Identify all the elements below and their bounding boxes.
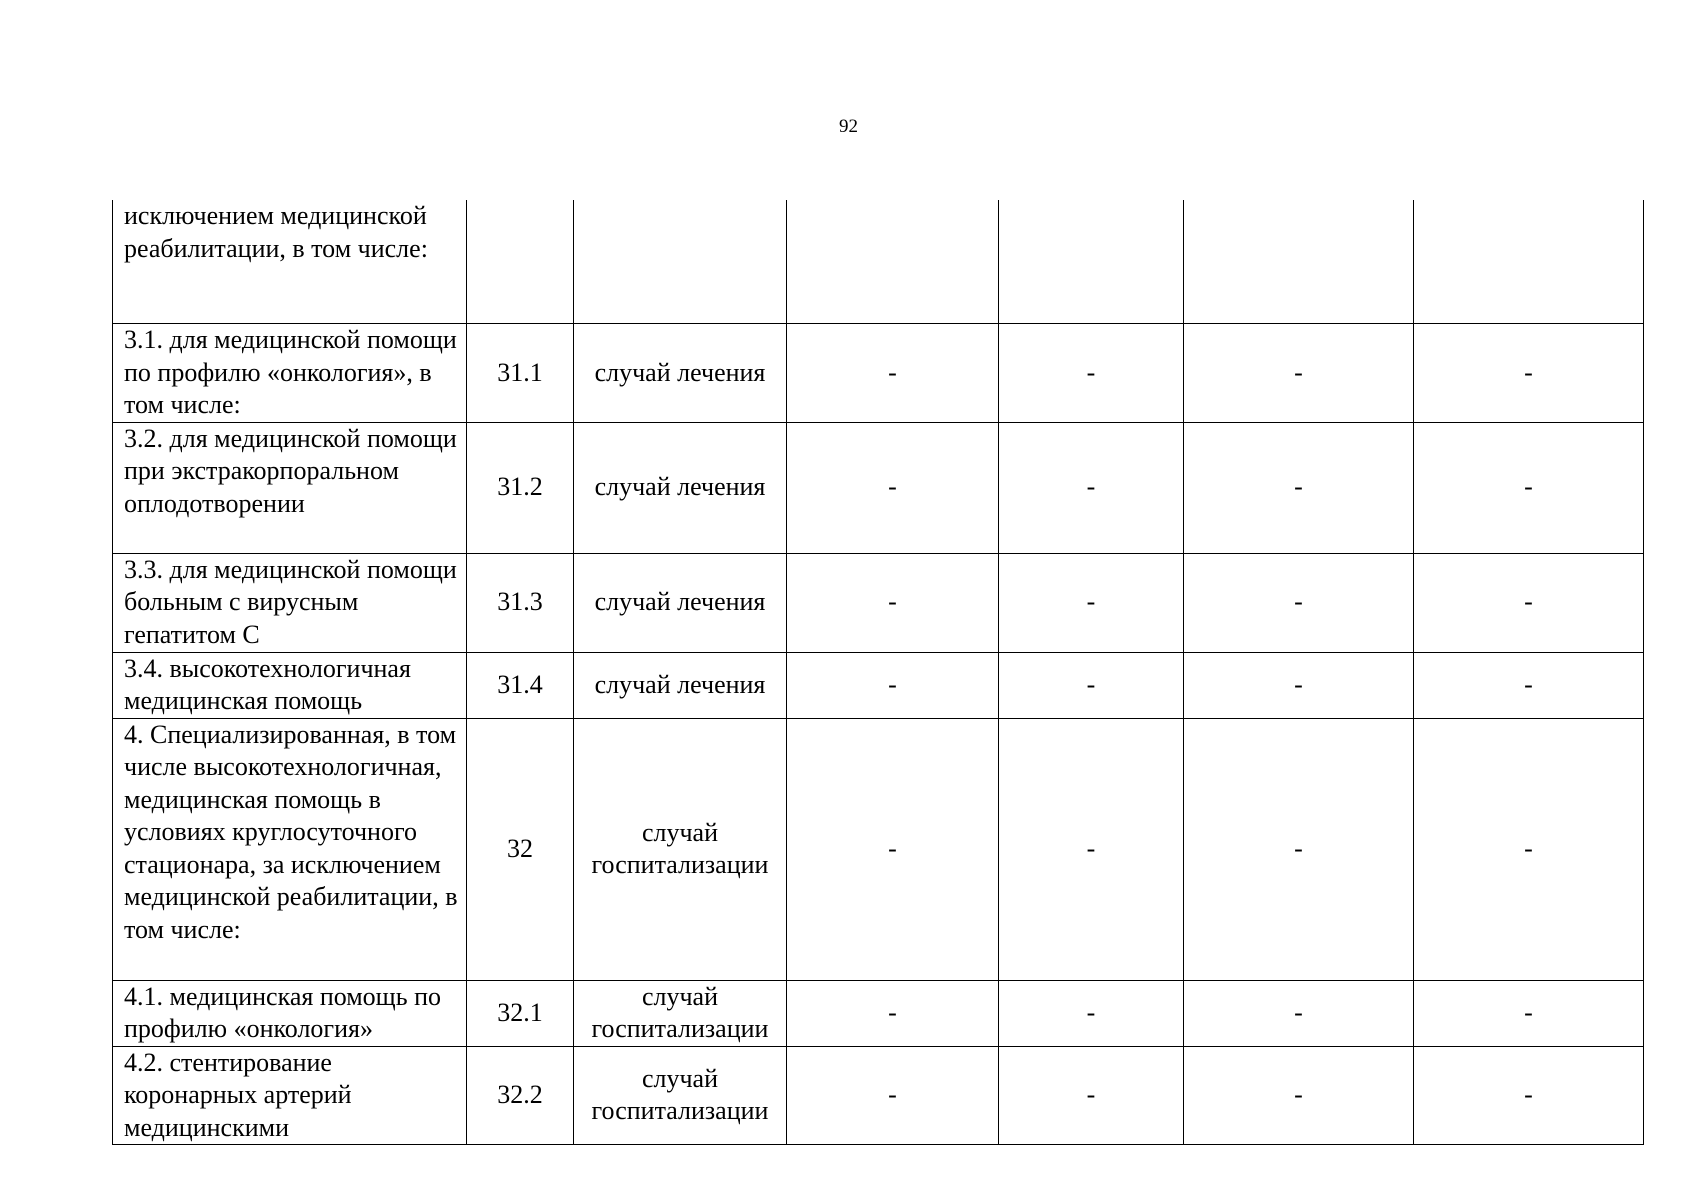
row-value-cell: - xyxy=(787,652,999,718)
row-value-cell: - xyxy=(999,652,1184,718)
table-row xyxy=(113,1046,1644,1145)
row-unit-cell: случай госпитализации xyxy=(574,718,787,980)
row-code-cell: 32.1 xyxy=(467,980,574,1046)
row-unit-cell: случай госпитализации xyxy=(574,980,787,1046)
row-value-cell xyxy=(1414,200,1644,324)
row-value-cell: - xyxy=(1414,422,1644,553)
row-value-cell: - xyxy=(999,980,1184,1046)
table-row xyxy=(113,324,1644,423)
row-value-cell: - xyxy=(999,324,1184,423)
row-value-cell: - xyxy=(1414,553,1644,652)
row-name-cell: 4.2. стентирование коронарных артерий медицинскими xyxy=(113,1046,467,1145)
row-value-cell: - xyxy=(1184,1046,1414,1145)
row-value-cell: - xyxy=(999,718,1184,980)
page-number: 92 xyxy=(839,116,858,137)
row-value-cell: - xyxy=(1184,652,1414,718)
row-value-cell: - xyxy=(787,324,999,423)
row-value-cell xyxy=(1184,200,1414,324)
row-code-cell: 32.2 xyxy=(467,1046,574,1145)
row-code-cell: 32 xyxy=(467,718,574,980)
row-value-cell: - xyxy=(787,718,999,980)
row-value-cell: - xyxy=(999,553,1184,652)
table-row xyxy=(113,422,1644,553)
row-unit-cell: случай госпитализации xyxy=(574,1046,787,1145)
row-name-cell: 3.4. высокотехнологичная медицинская помощь xyxy=(113,652,467,718)
table-row xyxy=(113,718,1644,980)
row-name-cell: 4.1. медицинская помощь по профилю «онкология» xyxy=(113,980,467,1046)
table-row xyxy=(113,980,1644,1046)
row-unit-cell: случай лечения xyxy=(574,324,787,423)
row-code-cell: 31.1 xyxy=(467,324,574,423)
row-name-cell: 4. Специализированная, в том числе высокотехнологичная, медицинская помощь в условиях круглосуточного стационара, за исключением медицинской реабилитации, в том числе: xyxy=(113,718,467,980)
row-value-cell: - xyxy=(1414,652,1644,718)
row-value-cell: - xyxy=(1184,324,1414,423)
row-unit-cell: случай лечения xyxy=(574,553,787,652)
row-value-cell: - xyxy=(1414,718,1644,980)
table-row xyxy=(113,200,1644,324)
row-name-cell: исключением медицинской реабилитации, в том числе: xyxy=(113,200,467,324)
row-unit-cell: случай лечения xyxy=(574,422,787,553)
row-value-cell: - xyxy=(1184,422,1414,553)
row-value-cell xyxy=(787,200,999,324)
row-value-cell: - xyxy=(999,1046,1184,1145)
row-unit-cell: случай лечения xyxy=(574,652,787,718)
row-code-cell: 31.4 xyxy=(467,652,574,718)
row-value-cell: - xyxy=(1414,980,1644,1046)
row-value-cell xyxy=(999,200,1184,324)
row-value-cell: - xyxy=(1414,1046,1644,1145)
row-value-cell: - xyxy=(1184,553,1414,652)
table-row xyxy=(113,553,1644,652)
row-value-cell: - xyxy=(787,980,999,1046)
row-value-cell: - xyxy=(1414,324,1644,423)
row-code-cell: 31.2 xyxy=(467,422,574,553)
row-name-cell: 3.3. для медицинской помощи больным с вирусным гепатитом С xyxy=(113,553,467,652)
row-name-cell: 3.2. для медицинской помощи при экстракорпоральном оплодотворении xyxy=(113,422,467,553)
row-value-cell: - xyxy=(787,1046,999,1145)
row-value-cell: - xyxy=(787,422,999,553)
row-name-cell: 3.1. для медицинской помощи по профилю «онкология», в том числе: xyxy=(113,324,467,423)
row-code-cell: 31.3 xyxy=(467,553,574,652)
row-value-cell: - xyxy=(999,422,1184,553)
row-value-cell: - xyxy=(1184,980,1414,1046)
row-value-cell: - xyxy=(787,553,999,652)
indicators-table xyxy=(112,200,1644,1145)
row-code-cell xyxy=(467,200,574,324)
row-value-cell: - xyxy=(1184,718,1414,980)
table-row xyxy=(113,652,1644,718)
row-unit-cell xyxy=(574,200,787,324)
